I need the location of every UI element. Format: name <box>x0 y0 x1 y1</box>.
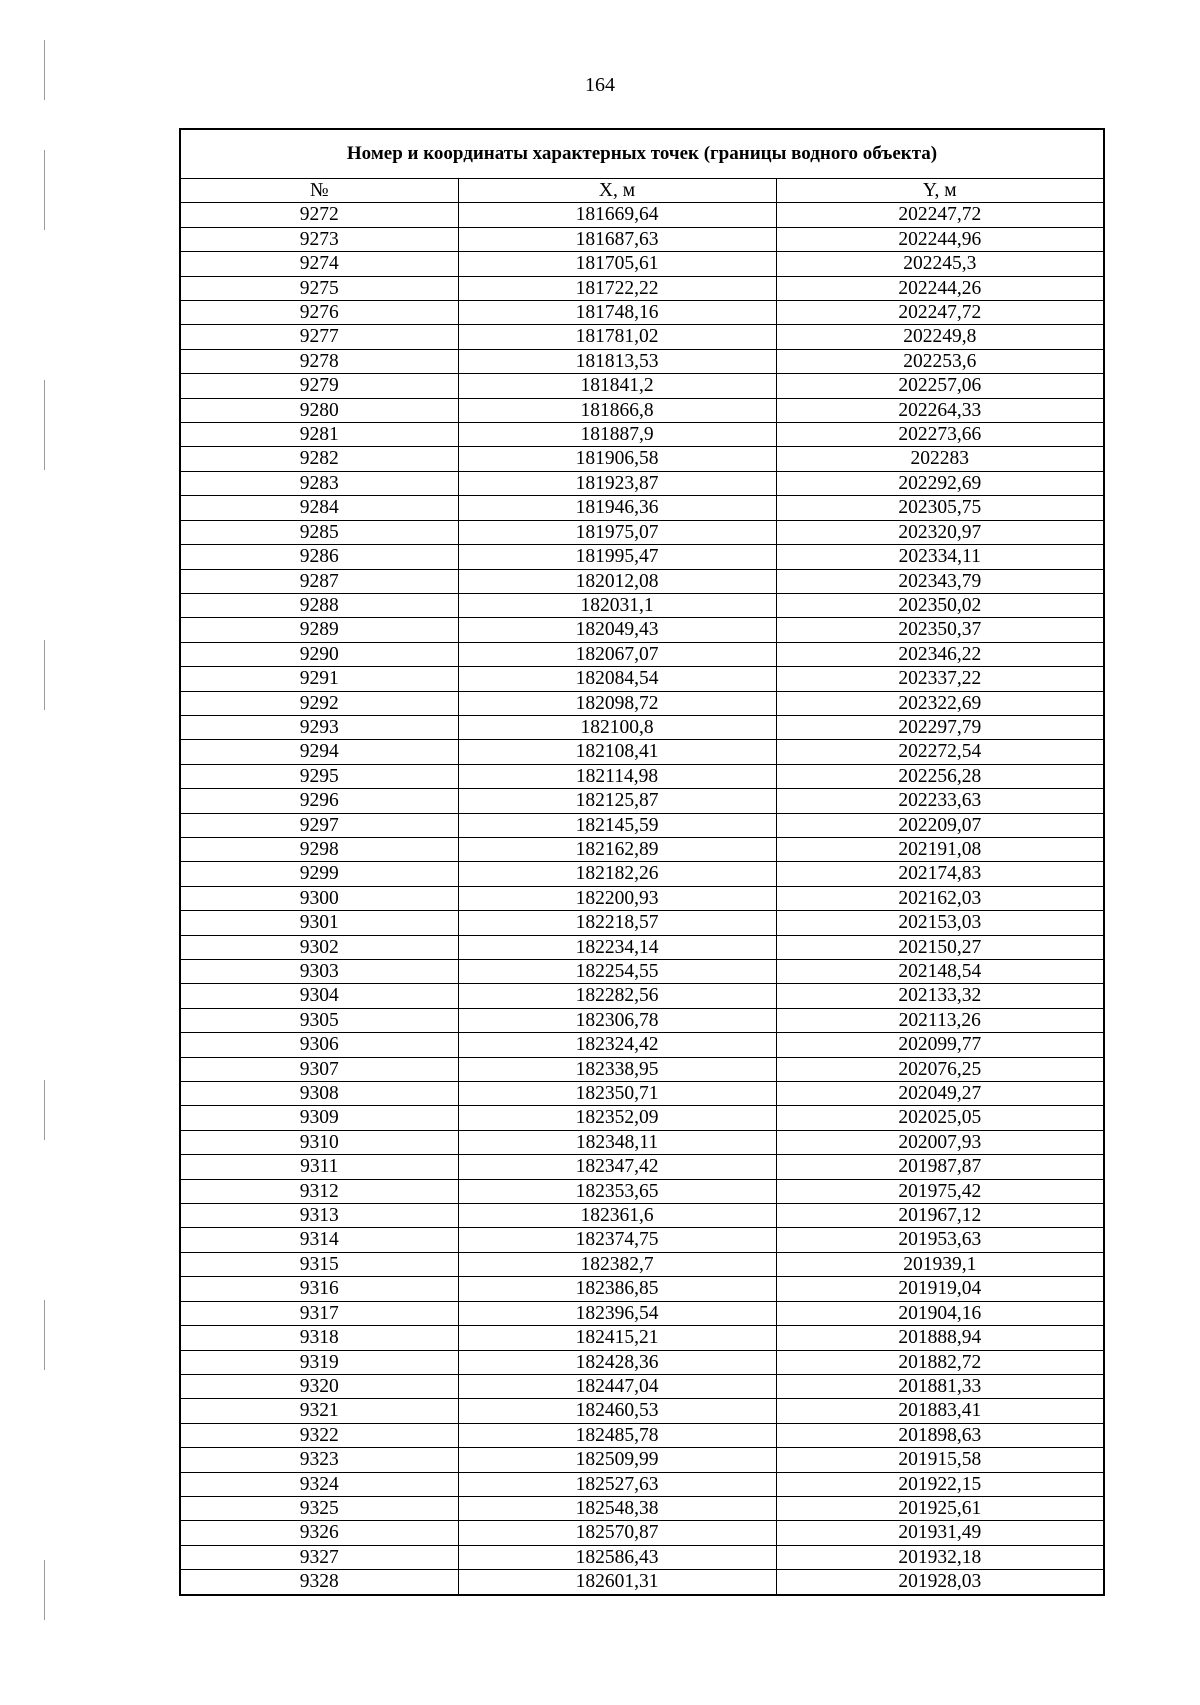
table-row <box>180 862 1104 886</box>
cell-x: 182347,42 <box>458 1155 776 1179</box>
cell-number: 9299 <box>180 862 458 886</box>
table-row <box>180 545 1104 569</box>
cell-number: 9280 <box>180 398 458 422</box>
table-row <box>180 423 1104 447</box>
cell-number: 9308 <box>180 1082 458 1106</box>
cell-number: 9279 <box>180 374 458 398</box>
cell-x: 181866,8 <box>458 398 776 422</box>
cell-y: 202322,69 <box>776 691 1104 715</box>
cell-number: 9290 <box>180 642 458 666</box>
cell-x: 182348,11 <box>458 1130 776 1154</box>
cell-number: 9314 <box>180 1228 458 1252</box>
cell-number: 9306 <box>180 1033 458 1057</box>
cell-x: 182306,78 <box>458 1008 776 1032</box>
cell-number: 9304 <box>180 984 458 1008</box>
cell-y: 202244,26 <box>776 276 1104 300</box>
cell-number: 9305 <box>180 1008 458 1032</box>
cell-y: 202244,96 <box>776 227 1104 251</box>
table-row <box>180 1326 1104 1350</box>
cell-y: 201939,1 <box>776 1252 1104 1276</box>
cell-x: 181906,58 <box>458 447 776 471</box>
table-row <box>180 1106 1104 1130</box>
table-row <box>180 935 1104 959</box>
cell-y: 202150,27 <box>776 935 1104 959</box>
table-row <box>180 1082 1104 1106</box>
cell-number: 9316 <box>180 1277 458 1301</box>
cell-y: 202076,25 <box>776 1057 1104 1081</box>
cell-number: 9323 <box>180 1448 458 1472</box>
cell-x: 181722,22 <box>458 276 776 300</box>
table-row <box>180 276 1104 300</box>
table-row <box>180 471 1104 495</box>
table-row <box>180 1472 1104 1496</box>
cell-y: 201883,41 <box>776 1399 1104 1423</box>
cell-y: 201881,33 <box>776 1374 1104 1398</box>
table-row <box>180 374 1104 398</box>
cell-x: 181781,02 <box>458 325 776 349</box>
cell-x: 182114,98 <box>458 764 776 788</box>
cell-y: 202256,28 <box>776 764 1104 788</box>
scan-artifact <box>44 1080 45 1140</box>
table-row <box>180 1179 1104 1203</box>
cell-x: 182586,43 <box>458 1545 776 1569</box>
cell-number: 9320 <box>180 1374 458 1398</box>
cell-y: 202245,3 <box>776 252 1104 276</box>
cell-y: 201925,61 <box>776 1496 1104 1520</box>
cell-y: 202253,6 <box>776 349 1104 373</box>
cell-x: 181669,64 <box>458 203 776 227</box>
cell-x: 182428,36 <box>458 1350 776 1374</box>
cell-y: 202350,02 <box>776 593 1104 617</box>
scan-artifact <box>44 640 45 710</box>
cell-x: 182234,14 <box>458 935 776 959</box>
cell-y: 202257,06 <box>776 374 1104 398</box>
cell-x: 182601,31 <box>458 1570 776 1595</box>
cell-y: 202350,37 <box>776 618 1104 642</box>
cell-number: 9293 <box>180 715 458 739</box>
cell-y: 202148,54 <box>776 960 1104 984</box>
cell-y: 202247,72 <box>776 203 1104 227</box>
cell-y: 201987,87 <box>776 1155 1104 1179</box>
table-row <box>180 1008 1104 1032</box>
cell-y: 202283 <box>776 447 1104 471</box>
table-row <box>180 1448 1104 1472</box>
cell-x: 182386,85 <box>458 1277 776 1301</box>
table-row <box>180 447 1104 471</box>
cell-y: 201932,18 <box>776 1545 1104 1569</box>
cell-number: 9274 <box>180 252 458 276</box>
cell-number: 9292 <box>180 691 458 715</box>
cell-number: 9294 <box>180 740 458 764</box>
cell-number: 9321 <box>180 1399 458 1423</box>
cell-x: 182460,53 <box>458 1399 776 1423</box>
cell-number: 9312 <box>180 1179 458 1203</box>
cell-y: 202247,72 <box>776 301 1104 325</box>
cell-number: 9309 <box>180 1106 458 1130</box>
cell-number: 9276 <box>180 301 458 325</box>
cell-number: 9273 <box>180 227 458 251</box>
cell-number: 9278 <box>180 349 458 373</box>
cell-number: 9317 <box>180 1301 458 1325</box>
column-header-y: Y, м <box>776 179 1104 203</box>
table-row <box>180 1277 1104 1301</box>
cell-x: 181813,53 <box>458 349 776 373</box>
cell-x: 182254,55 <box>458 960 776 984</box>
cell-number: 9288 <box>180 593 458 617</box>
cell-number: 9285 <box>180 520 458 544</box>
cell-x: 182352,09 <box>458 1106 776 1130</box>
cell-y: 202049,27 <box>776 1082 1104 1106</box>
cell-y: 202162,03 <box>776 886 1104 910</box>
cell-y: 202273,66 <box>776 423 1104 447</box>
cell-y: 202099,77 <box>776 1033 1104 1057</box>
cell-x: 182382,7 <box>458 1252 776 1276</box>
cell-number: 9282 <box>180 447 458 471</box>
cell-x: 181687,63 <box>458 227 776 251</box>
scan-artifact <box>44 1300 45 1370</box>
cell-x: 182182,26 <box>458 862 776 886</box>
table-row <box>180 349 1104 373</box>
cell-y: 201967,12 <box>776 1204 1104 1228</box>
cell-y: 202113,26 <box>776 1008 1104 1032</box>
cell-x: 182338,95 <box>458 1057 776 1081</box>
table-row <box>180 1204 1104 1228</box>
cell-x: 182200,93 <box>458 886 776 910</box>
cell-x: 182145,59 <box>458 813 776 837</box>
cell-y: 201928,03 <box>776 1570 1104 1595</box>
cell-y: 201898,63 <box>776 1423 1104 1447</box>
table-row <box>180 667 1104 691</box>
table-row <box>180 520 1104 544</box>
table-caption: Номер и координаты характерных точек (границы водного объекта) <box>180 129 1104 179</box>
table-row <box>180 593 1104 617</box>
cell-number: 9298 <box>180 837 458 861</box>
cell-x: 182509,99 <box>458 1448 776 1472</box>
cell-x: 181887,9 <box>458 423 776 447</box>
cell-number: 9322 <box>180 1423 458 1447</box>
table-row <box>180 1033 1104 1057</box>
cell-x: 181841,2 <box>458 374 776 398</box>
cell-y: 201904,16 <box>776 1301 1104 1325</box>
table-row <box>180 740 1104 764</box>
scan-artifact <box>44 380 45 470</box>
cell-x: 182218,57 <box>458 911 776 935</box>
table-row <box>180 398 1104 422</box>
cell-y: 202337,22 <box>776 667 1104 691</box>
cell-number: 9301 <box>180 911 458 935</box>
cell-y: 202334,11 <box>776 545 1104 569</box>
table-row <box>180 1374 1104 1398</box>
cell-y: 202174,83 <box>776 862 1104 886</box>
cell-x: 182162,89 <box>458 837 776 861</box>
table-row <box>180 960 1104 984</box>
cell-y: 202133,32 <box>776 984 1104 1008</box>
cell-x: 181975,07 <box>458 520 776 544</box>
table-row <box>180 1301 1104 1325</box>
cell-x: 181995,47 <box>458 545 776 569</box>
cell-y: 201975,42 <box>776 1179 1104 1203</box>
cell-number: 9302 <box>180 935 458 959</box>
cell-x: 182324,42 <box>458 1033 776 1057</box>
cell-number: 9311 <box>180 1155 458 1179</box>
table-row <box>180 325 1104 349</box>
table-row <box>180 1057 1104 1081</box>
cell-number: 9325 <box>180 1496 458 1520</box>
cell-y: 202272,54 <box>776 740 1104 764</box>
table-row <box>180 252 1104 276</box>
cell-y: 202233,63 <box>776 789 1104 813</box>
cell-number: 9318 <box>180 1326 458 1350</box>
cell-number: 9291 <box>180 667 458 691</box>
cell-x: 181946,36 <box>458 496 776 520</box>
cell-number: 9287 <box>180 569 458 593</box>
table-row <box>180 1570 1104 1595</box>
cell-x: 182570,87 <box>458 1521 776 1545</box>
table-row <box>180 203 1104 227</box>
cell-number: 9319 <box>180 1350 458 1374</box>
cell-x: 181705,61 <box>458 252 776 276</box>
table-row <box>180 1496 1104 1520</box>
cell-number: 9328 <box>180 1570 458 1595</box>
cell-x: 182527,63 <box>458 1472 776 1496</box>
cell-number: 9324 <box>180 1472 458 1496</box>
cell-x: 182049,43 <box>458 618 776 642</box>
cell-x: 182282,56 <box>458 984 776 1008</box>
cell-number: 9297 <box>180 813 458 837</box>
table-row <box>180 911 1104 935</box>
cell-number: 9286 <box>180 545 458 569</box>
scan-artifact <box>44 1560 45 1620</box>
cell-number: 9281 <box>180 423 458 447</box>
table-header-row <box>180 179 1104 203</box>
cell-number: 9284 <box>180 496 458 520</box>
cell-number: 9307 <box>180 1057 458 1081</box>
table-row <box>180 227 1104 251</box>
cell-x: 181923,87 <box>458 471 776 495</box>
cell-x: 182353,65 <box>458 1179 776 1203</box>
page-number: 164 <box>585 74 615 96</box>
cell-number: 9313 <box>180 1204 458 1228</box>
cell-y: 202209,07 <box>776 813 1104 837</box>
column-header-x: X, м <box>458 179 776 203</box>
cell-x: 182100,8 <box>458 715 776 739</box>
cell-x: 182067,07 <box>458 642 776 666</box>
cell-number: 9272 <box>180 203 458 227</box>
cell-x: 182415,21 <box>458 1326 776 1350</box>
cell-x: 181748,16 <box>458 301 776 325</box>
cell-number: 9295 <box>180 764 458 788</box>
cell-y: 202153,03 <box>776 911 1104 935</box>
table-row <box>180 984 1104 1008</box>
cell-y: 202292,69 <box>776 471 1104 495</box>
table-row <box>180 1228 1104 1252</box>
cell-y: 202346,22 <box>776 642 1104 666</box>
table-row <box>180 1350 1104 1374</box>
cell-number: 9275 <box>180 276 458 300</box>
table-row <box>180 886 1104 910</box>
cell-y: 202007,93 <box>776 1130 1104 1154</box>
cell-y: 202191,08 <box>776 837 1104 861</box>
cell-y: 202297,79 <box>776 715 1104 739</box>
table-row <box>180 691 1104 715</box>
cell-y: 201919,04 <box>776 1277 1104 1301</box>
cell-x: 182108,41 <box>458 740 776 764</box>
table-row <box>180 1399 1104 1423</box>
cell-number: 9289 <box>180 618 458 642</box>
cell-y: 202025,05 <box>776 1106 1104 1130</box>
coordinates-table <box>179 128 1105 1596</box>
cell-y: 202343,79 <box>776 569 1104 593</box>
table-row <box>180 715 1104 739</box>
table-body <box>180 203 1104 1595</box>
table-row <box>180 1252 1104 1276</box>
table-caption-row <box>180 129 1104 179</box>
table-row <box>180 837 1104 861</box>
table-row <box>180 789 1104 813</box>
cell-x: 182031,1 <box>458 593 776 617</box>
cell-y: 202320,97 <box>776 520 1104 544</box>
table-row <box>180 1423 1104 1447</box>
table-row <box>180 496 1104 520</box>
cell-x: 182125,87 <box>458 789 776 813</box>
cell-y: 202264,33 <box>776 398 1104 422</box>
cell-x: 182012,08 <box>458 569 776 593</box>
cell-y: 201888,94 <box>776 1326 1104 1350</box>
cell-number: 9300 <box>180 886 458 910</box>
cell-x: 182396,54 <box>458 1301 776 1325</box>
cell-x: 182350,71 <box>458 1082 776 1106</box>
cell-x: 182084,54 <box>458 667 776 691</box>
cell-number: 9296 <box>180 789 458 813</box>
cell-y: 202249,8 <box>776 325 1104 349</box>
table-row <box>180 1521 1104 1545</box>
cell-number: 9303 <box>180 960 458 984</box>
cell-x: 182447,04 <box>458 1374 776 1398</box>
cell-x: 182098,72 <box>458 691 776 715</box>
cell-number: 9277 <box>180 325 458 349</box>
cell-x: 182485,78 <box>458 1423 776 1447</box>
table-row <box>180 301 1104 325</box>
table-row <box>180 764 1104 788</box>
cell-number: 9327 <box>180 1545 458 1569</box>
cell-y: 201931,49 <box>776 1521 1104 1545</box>
table-row <box>180 1155 1104 1179</box>
table-row <box>180 569 1104 593</box>
cell-y: 201922,15 <box>776 1472 1104 1496</box>
cell-number: 9310 <box>180 1130 458 1154</box>
cell-x: 182361,6 <box>458 1204 776 1228</box>
cell-y: 202305,75 <box>776 496 1104 520</box>
cell-x: 182374,75 <box>458 1228 776 1252</box>
table-row <box>180 1545 1104 1569</box>
table-row <box>180 813 1104 837</box>
scan-artifact <box>44 150 45 230</box>
cell-number: 9315 <box>180 1252 458 1276</box>
cell-number: 9326 <box>180 1521 458 1545</box>
table-row <box>180 1130 1104 1154</box>
column-header-number: № <box>180 179 458 203</box>
cell-y: 201915,58 <box>776 1448 1104 1472</box>
cell-number: 9283 <box>180 471 458 495</box>
cell-x: 182548,38 <box>458 1496 776 1520</box>
cell-y: 201882,72 <box>776 1350 1104 1374</box>
table-row <box>180 618 1104 642</box>
table-row <box>180 642 1104 666</box>
cell-y: 201953,63 <box>776 1228 1104 1252</box>
